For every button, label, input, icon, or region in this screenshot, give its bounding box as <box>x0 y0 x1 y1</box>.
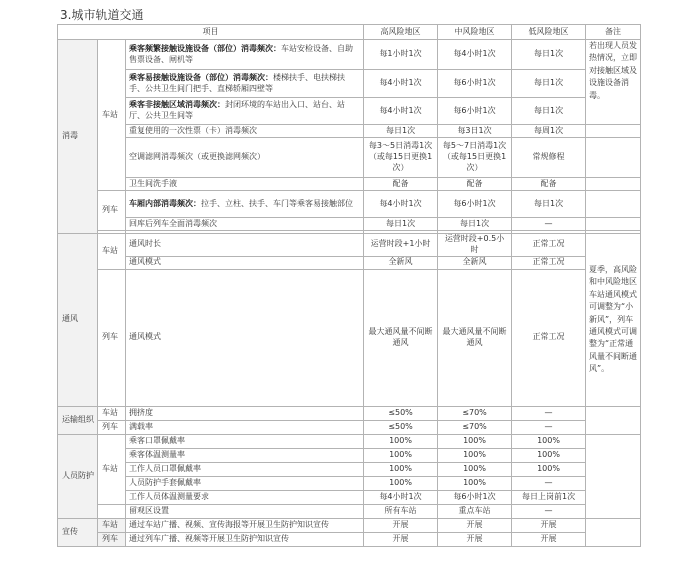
mid-value: 100% <box>438 448 512 462</box>
note-empty <box>586 518 641 546</box>
header-low-risk: 低风险地区 <box>512 25 586 40</box>
low-value: 开展 <box>512 532 586 546</box>
mid-value: 运营时段+0.5小时 <box>438 234 512 257</box>
sub-train: 列车 <box>98 269 126 406</box>
item-text: 通风模式 <box>126 269 364 406</box>
low-value: 100% <box>512 434 586 448</box>
high-value: 全新风 <box>364 256 438 269</box>
item-label: 乘客非接触区域消毒频次： <box>129 100 225 110</box>
mid-value: 每4小时1次 <box>438 40 512 70</box>
sub-empty <box>98 504 126 518</box>
low-value: 正常工况 <box>512 234 586 257</box>
mid-value: ≤70% <box>438 406 512 420</box>
table-row <box>58 532 641 546</box>
item-cell <box>126 70 364 98</box>
low-value: 每日上岗前1次 <box>512 490 586 504</box>
item-text: 车站安检设备、自助售票设备、闸机等 <box>129 43 353 64</box>
item-text: 空调滤网消毒频次（或更换滤网频次） <box>126 138 364 178</box>
high-value: 每3～5日消毒1次（或每15日更换1次） <box>364 138 438 178</box>
item-cell <box>126 98 364 125</box>
mid-value: 每6小时1次 <box>438 70 512 98</box>
item-text: 拥挤度 <box>126 406 364 420</box>
item-label: 乘客易接触设施设备（部位）消毒频次： <box>129 72 273 82</box>
table-row <box>58 138 641 178</box>
low-value: 每日1次 <box>512 98 586 125</box>
high-value: 每4小时1次 <box>364 490 438 504</box>
header-mid-risk: 中风险地区 <box>438 25 512 40</box>
table-row <box>58 518 641 532</box>
mid-value: 每日1次 <box>438 218 512 231</box>
sub-train: 列车 <box>98 532 126 546</box>
header-row <box>58 25 641 40</box>
sub-station: 车站 <box>98 434 126 504</box>
high-value: 开展 <box>364 518 438 532</box>
mid-value: 每3日1次 <box>438 125 512 138</box>
high-value: 每1小时1次 <box>364 40 438 70</box>
high-value: 100% <box>364 434 438 448</box>
item-text: 回库后列车全面消毒频次 <box>126 218 364 231</box>
mid-value: 100% <box>438 476 512 490</box>
header-item: 项目 <box>58 25 364 40</box>
sub-station: 车站 <box>98 234 126 270</box>
low-value: 每周1次 <box>512 125 586 138</box>
mid-value: 最大通风量不间断通风 <box>438 269 512 406</box>
item-cell <box>126 191 364 218</box>
category-transport: 运输组织 <box>58 406 98 434</box>
sub-train: 列车 <box>98 420 126 434</box>
table-row <box>58 448 641 462</box>
mid-value: 每6小时1次 <box>438 490 512 504</box>
low-value: 每日1次 <box>512 191 586 218</box>
note-empty <box>586 434 641 518</box>
table-row <box>58 191 641 218</box>
high-value: 100% <box>364 448 438 462</box>
low-value: — <box>512 420 586 434</box>
low-value: 正常工况 <box>512 256 586 269</box>
table-row <box>58 98 641 125</box>
mid-value: 每6小时1次 <box>438 191 512 218</box>
table-row <box>58 420 641 434</box>
table-row <box>58 269 641 406</box>
high-value: 开展 <box>364 532 438 546</box>
low-value: 每日1次 <box>512 70 586 98</box>
sub-train: 列车 <box>98 191 126 231</box>
item-text: 工作人员口罩佩戴率 <box>126 462 364 476</box>
table-row <box>58 178 641 191</box>
category-ventilation: 通风 <box>58 234 98 407</box>
low-value: 配备 <box>512 178 586 191</box>
table-row <box>58 70 641 98</box>
high-value: 每日1次 <box>364 125 438 138</box>
table-row <box>58 504 641 518</box>
high-value: 100% <box>364 476 438 490</box>
low-value: — <box>512 218 586 231</box>
low-value: 常规修程 <box>512 138 586 178</box>
table-row <box>58 462 641 476</box>
item-text: 工作人员体温测量要求 <box>126 490 364 504</box>
item-text: 通过列车广播、视频等开展卫生防护知识宣传 <box>126 532 364 546</box>
mid-value: ≤70% <box>438 420 512 434</box>
table-row <box>58 434 641 448</box>
item-text: 乘客口罩佩戴率 <box>126 434 364 448</box>
high-value: 运营时段+1小时 <box>364 234 438 257</box>
high-value: 每4小时1次 <box>364 70 438 98</box>
mid-value: 每5～7日消毒1次（或每15日更换1次） <box>438 138 512 178</box>
table-row <box>58 256 641 269</box>
item-text: 重复使用的一次性票（卡）消毒频次 <box>126 125 364 138</box>
measures-table <box>57 24 641 547</box>
table-row <box>58 218 641 231</box>
note-empty <box>586 218 641 231</box>
item-label: 车厢内部消毒频次： <box>129 198 201 208</box>
mid-value: 配备 <box>438 178 512 191</box>
item-text: 封闭环境的车站出入口、站台、站厅、公共卫生间等 <box>129 100 345 120</box>
table-row <box>58 406 641 420</box>
item-text: 满载率 <box>126 420 364 434</box>
item-text: 卫生间洗手液 <box>126 178 364 191</box>
high-value: 配备 <box>364 178 438 191</box>
low-value: — <box>512 406 586 420</box>
item-cell <box>126 40 364 70</box>
mid-value: 100% <box>438 434 512 448</box>
header-note: 备注 <box>586 25 641 40</box>
item-text: 乘客体温测量率 <box>126 448 364 462</box>
item-text: 留观区设置 <box>126 504 364 518</box>
mid-value: 重点车站 <box>438 504 512 518</box>
high-value: 每4小时1次 <box>364 98 438 125</box>
table-row <box>58 490 641 504</box>
item-text: 通风模式 <box>126 256 364 269</box>
header-high-risk: 高风险地区 <box>364 25 438 40</box>
note-ventilation: 夏季，高风险和中风险地区车站通风模式可调整为“小新风”，列车通风模式可调整为“正常通风量不间断通风”。 <box>586 234 641 407</box>
item-text: 拉手、立柱、扶手、车门等乘客易接触部位 <box>201 198 353 208</box>
high-value: 每日1次 <box>364 218 438 231</box>
mid-value: 全新风 <box>438 256 512 269</box>
note-empty <box>586 191 641 218</box>
table-row <box>58 40 641 70</box>
high-value: 100% <box>364 462 438 476</box>
low-value: — <box>512 476 586 490</box>
mid-value: 每6小时1次 <box>438 98 512 125</box>
low-value: 100% <box>512 448 586 462</box>
table-row <box>58 476 641 490</box>
item-text: 楼梯扶手、电扶梯扶手、公共卫生间门把手、直梯轿厢四壁等 <box>129 72 345 93</box>
high-value: ≤50% <box>364 420 438 434</box>
note-empty <box>586 138 641 178</box>
category-protection: 人员防护 <box>58 434 98 518</box>
item-text: 通风时长 <box>126 234 364 257</box>
note-empty <box>586 178 641 191</box>
sub-station: 车站 <box>98 518 126 532</box>
item-text: 人员防护手套佩戴率 <box>126 476 364 490</box>
mid-value: 开展 <box>438 518 512 532</box>
section-title: 3.城市轨道交通 <box>60 8 144 22</box>
note-empty <box>586 125 641 138</box>
note-empty <box>586 406 641 434</box>
low-value: 正常工况 <box>512 269 586 406</box>
low-value: — <box>512 504 586 518</box>
sub-station: 车站 <box>98 40 126 191</box>
category-disinfect: 消毒 <box>58 40 98 234</box>
category-publicity: 宣传 <box>58 518 98 546</box>
high-value: 每4小时1次 <box>364 191 438 218</box>
high-value: 最大通风量不间断通风 <box>364 269 438 406</box>
high-value: ≤50% <box>364 406 438 420</box>
table-row <box>58 234 641 257</box>
item-label: 乘客频繁接触设施设备（部位）消毒频次： <box>129 43 281 53</box>
low-value: 开展 <box>512 518 586 532</box>
item-text: 通过车站广播、视频、宣传海报等开展卫生防护知识宣传 <box>126 518 364 532</box>
low-value: 100% <box>512 462 586 476</box>
sub-station: 车站 <box>98 406 126 420</box>
table-row <box>58 125 641 138</box>
mid-value: 100% <box>438 462 512 476</box>
low-value: 每日1次 <box>512 40 586 70</box>
high-value: 所有车站 <box>364 504 438 518</box>
mid-value: 开展 <box>438 532 512 546</box>
note-disinfect: 若出现人员发热情况，立即对接触区域及设施设备消毒。 <box>586 40 641 125</box>
